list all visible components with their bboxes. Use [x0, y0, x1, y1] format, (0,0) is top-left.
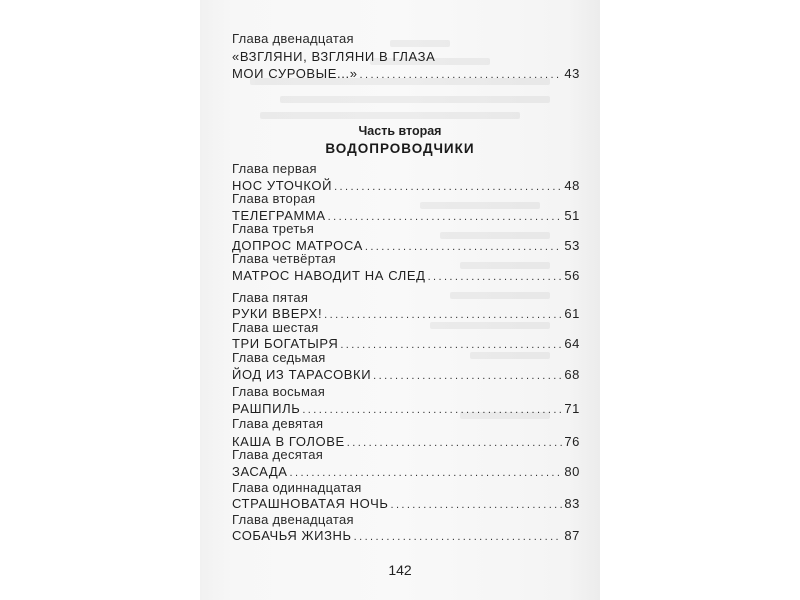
toc-entry-page: 53	[564, 238, 580, 253]
intro-title-line2: МОИ СУРОВЫЕ...»	[232, 66, 358, 81]
intro-page-number: 43	[564, 66, 580, 81]
toc-chapter-label: Глава двенадцатая	[232, 512, 354, 527]
dot-leader	[302, 402, 562, 418]
book-page	[200, 0, 600, 600]
dot-leader	[373, 368, 562, 384]
toc-entry-title: ТРИ БОГАТЫРЯ	[232, 336, 339, 351]
dot-leader	[390, 497, 562, 513]
toc-entry-title: ЗАСАДА	[232, 464, 288, 479]
toc-chapter-label: Глава девятая	[232, 416, 324, 431]
toc-chapter-label: Глава вторая	[232, 191, 316, 206]
toc-entry	[232, 496, 580, 513]
toc-entry-page: 83	[564, 496, 580, 511]
intro-title-line1: «ВЗГЛЯНИ, ВЗГЛЯНИ В ГЛАЗА	[232, 49, 436, 64]
toc-entry-page: 87	[564, 528, 580, 543]
toc-entry-title: СОБАЧЬЯ ЖИЗНЬ	[232, 528, 352, 543]
toc-entry	[232, 528, 580, 545]
toc-chapter-label: Глава пятая	[232, 290, 309, 305]
toc-entry-page: 61	[564, 306, 580, 321]
toc-entry-page: 51	[564, 208, 580, 223]
toc-chapter-label: Глава восьмая	[232, 384, 326, 399]
toc-chapter-label: Глава седьмая	[232, 350, 326, 365]
dot-leader	[354, 529, 563, 545]
toc-chapter-label: Глава третья	[232, 221, 315, 236]
dot-leader	[324, 307, 562, 323]
toc-entry	[232, 268, 580, 285]
toc-entry-title: ТЕЛЕГРАММА	[232, 208, 326, 223]
toc-entry-title: МАТРОС НАВОДИТ НА СЛЕД	[232, 268, 426, 283]
toc-entry-page: 56	[564, 268, 580, 283]
dot-leader	[428, 269, 563, 285]
toc-entry-title: ДОПРОС МАТРОСА	[232, 238, 363, 253]
toc-chapter-label: Глава шестая	[232, 320, 319, 335]
toc-entry-page: 71	[564, 401, 580, 416]
intro-chapter-label: Глава двенадцатая	[232, 31, 354, 46]
toc-entry-title: РАШПИЛЬ	[232, 401, 301, 416]
part-label: Часть вторая	[358, 124, 442, 138]
intro-title-row	[232, 66, 580, 83]
part-title: ВОДОПРОВОДЧИКИ	[325, 141, 475, 156]
toc-entry-page: 68	[564, 367, 580, 382]
dot-leader	[365, 239, 562, 255]
toc-entry-title: ЙОД ИЗ ТАРАСОВКИ	[232, 367, 372, 382]
toc-entry-title: СТРАШНОВАТАЯ НОЧЬ	[232, 496, 389, 511]
toc-entry-page: 80	[564, 464, 580, 479]
toc-entry-page: 48	[564, 178, 580, 193]
page-number: 142	[388, 562, 412, 578]
toc-entry-title: РУКИ ВВЕРХ!	[232, 306, 323, 321]
toc-chapter-label: Глава одиннадцатая	[232, 480, 362, 495]
dot-leader	[360, 67, 563, 83]
toc-chapter-label: Глава четвёртая	[232, 251, 336, 266]
toc-entry-title: КАША В ГОЛОВЕ	[232, 434, 345, 449]
dot-leader	[347, 435, 563, 451]
toc-entry-title: НОС УТОЧКОЙ	[232, 178, 333, 193]
toc-entry	[232, 367, 580, 384]
dot-leader	[340, 337, 562, 353]
toc-entry-page: 64	[564, 336, 580, 351]
dot-leader	[328, 209, 563, 225]
toc-entry	[232, 464, 580, 481]
dot-leader	[334, 179, 562, 195]
toc-chapter-label: Глава десятая	[232, 447, 324, 462]
dot-leader	[290, 465, 563, 481]
toc-entry-page: 76	[564, 434, 580, 449]
toc-chapter-label: Глава первая	[232, 161, 317, 176]
